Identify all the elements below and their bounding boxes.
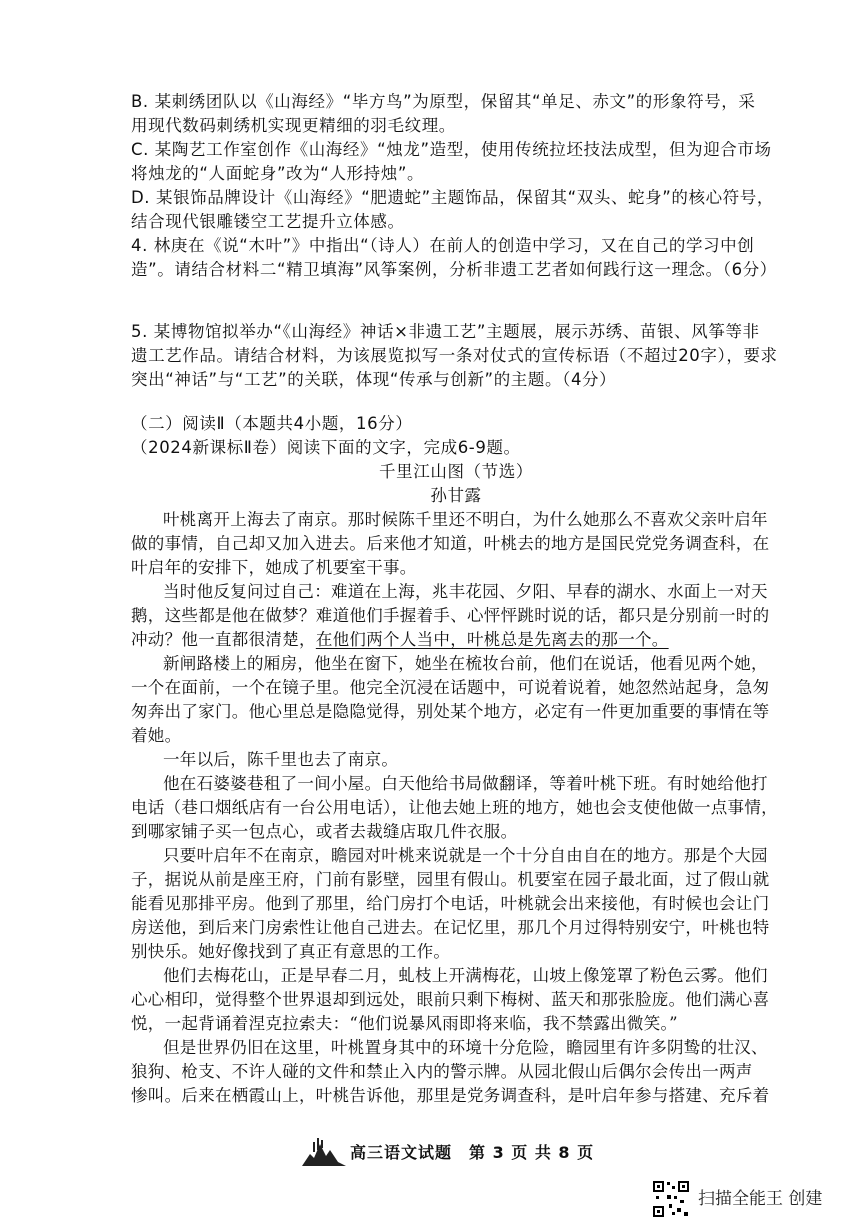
option-d-line-1: D. 某银饰品牌设计《山海经》“肥遗蛇”主题饰品，保留其“双头、蛇身”的核心符号， [131, 188, 774, 207]
para-4-line-1: 一年以后，陈千里也去了南京。 [163, 750, 399, 769]
passage-title: 千里江山图（节选） [379, 462, 533, 481]
para-5-line-2: 电话（巷口烟纸店有一台公用电话），让他去她上班的地方，她也会支使他做一点事情， [131, 798, 778, 817]
para-5-line-1: 他在石婆婆巷租了一间小屋。白天他给书局做翻译，等着叶桃下班。有时她给他打 [163, 774, 768, 793]
para-6-line-2: 子，据说从前是座王府，门前有影壁，园里有假山。机要室在园子最北面，过了假山就 [131, 870, 770, 889]
para-3-line-2: 一个在面前，一个在镜子里。他完全沉浸在话题中，可说着说着，她忽然站起身，急匆 [131, 678, 770, 697]
para-7-line-2: 心心相印，觉得整个世界退却到远处，眼前只剩下梅树、蓝天和那张脸庞。他们满心喜 [131, 990, 770, 1009]
question-5-line-1: 5. 某博物馆拟举办“《山海经》神话×非遗工艺”主题展，展示苏绣、苗银、风筝等非 [131, 322, 760, 341]
underlined-sentence: 在他们两个人当中，叶桃总是先离去的那一个。 [315, 630, 669, 649]
qr-code-icon [652, 1180, 690, 1218]
option-c-line-1: C. 某陶艺工作室创作《山海经》“烛龙”造型，使用传统拉坯技法成型，但为迎合市场 [131, 140, 772, 159]
question-4-line-2: 造”。请结合材料二“精卫填海”风筝案例，分析非遗工艺者如何践行这一理念。（6分） [131, 260, 777, 279]
para-3-line-3: 匆奔出了家门。他心里总是隐隐觉得，别处某个地方，必定有一件更加重要的事情在等 [131, 702, 770, 721]
para-6-line-1: 只要叶启年不在南京，瞻园对叶桃来说就是一个十分自由自在的地方。那是个大园 [163, 846, 768, 865]
question-5-line-3: 突出“神话”与“工艺”的关联，体现“传承与创新”的主题。（4分） [131, 370, 617, 389]
para-6-line-4: 房送他，到后来门房索性让他自己进去。在记忆里，那几个月过得特别安宁，叶桃也特 [131, 918, 770, 937]
para-6-line-3: 能看见那排平房。他到了那里，给门房打个电话，叶桃就会出来接他，有时候也会让门 [131, 894, 770, 913]
option-c-line-2: 将烛龙的“人面蛇身”改为“人形持烛”。 [131, 164, 425, 183]
question-5-line-2: 遗工艺作品。请结合材料，为该展览拟写一条对仗式的宣传标语（不超过20字），要求 [131, 346, 778, 365]
option-d-line-2: 结合现代银雕镂空工艺提升立体感。 [131, 212, 405, 231]
para-2-text: 冲动？他一直都很清楚， [131, 630, 316, 649]
para-8-line-1: 但是世界仍旧在这里，叶桃置身其中的环境十分危险，瞻园里有许多阴鸷的壮汉、 [163, 1038, 768, 1057]
para-1-line-1: 叶桃离开上海去了南京。那时候陈千里还不明白，为什么她那么不喜欢父亲叶启年 [163, 510, 768, 529]
page-footer [300, 1134, 600, 1174]
para-8-line-2: 狼狗、枪支、不许人碰的文件和禁止入内的警示牌。从园北假山后偶尔会传出一两声 [131, 1062, 753, 1081]
para-5-line-3: 到哪家铺子买一包点心，或者去裁缝店取几件衣服。 [131, 822, 518, 841]
para-3-line-4: 着她。 [131, 726, 182, 745]
section-heading: （二）阅读Ⅱ（本题共4小题，16分） [131, 414, 413, 433]
para-1-line-2: 做的事情，自己却又加入进去。后来他才知道，叶桃去的地方是国民党党务调查科，在 [131, 534, 770, 553]
para-7-line-1: 他们去梅花山，正是早春二月，虬枝上开满梅花，山坡上像笼罩了粉色云雾。他们 [163, 966, 768, 985]
para-1-line-3: 叶启年的安排下，她成了机要室干事。 [131, 558, 417, 577]
page-number: 高三语文试题 第 3 页 共 8 页 [350, 1143, 595, 1162]
passage-author: 孙甘露 [430, 486, 482, 505]
question-4-line-1: 4. 林庚在《说“木叶”》中指出“（诗人）在前人的创造中学习，又在自己的学习中创 [131, 236, 755, 255]
reading-instruction: （2024新课标Ⅱ卷）阅读下面的文字，完成6-9题。 [131, 438, 521, 457]
para-2-line-1: 当时他反复问过自己：难道在上海，兆丰花园、夕阳、早春的湖水、水面上一对天 [163, 582, 768, 601]
option-b-line-1: B. 某刺绣团队以《山海经》“毕方鸟”为原型，保留其“单足、赤文”的形象符号，采 [131, 92, 756, 111]
para-8-line-3: 惨叫。后来在栖霞山上，叶桃告诉他，那里是党务调查科，是叶启年参与搭建、充斥着 [131, 1086, 770, 1105]
option-b-line-2: 用现代数码刺绣机实现更精细的羽毛纹理。 [131, 116, 456, 135]
para-7-line-3: 悦，一起背诵着涅克拉索夫：“他们说暴风雨即将来临，我不禁露出微笑。” [131, 1014, 678, 1033]
para-2-line-3 [131, 628, 781, 652]
para-2-line-2: 鹅，这些都是他在做梦？难道他们手握着手、心怦怦跳时说的话，都只是分别前一时的 [131, 606, 770, 625]
para-3-line-1: 新闸路楼上的厢房，他坐在窗下，她坐在梳妆台前，他们在说话，他看见两个她， [163, 654, 768, 673]
mountain-logo-icon [300, 1134, 348, 1170]
para-6-line-5: 别快乐。她好像找到了真正有意思的工作。 [131, 942, 451, 961]
scanner-watermark: 扫描全能王 创建 [698, 1189, 823, 1209]
